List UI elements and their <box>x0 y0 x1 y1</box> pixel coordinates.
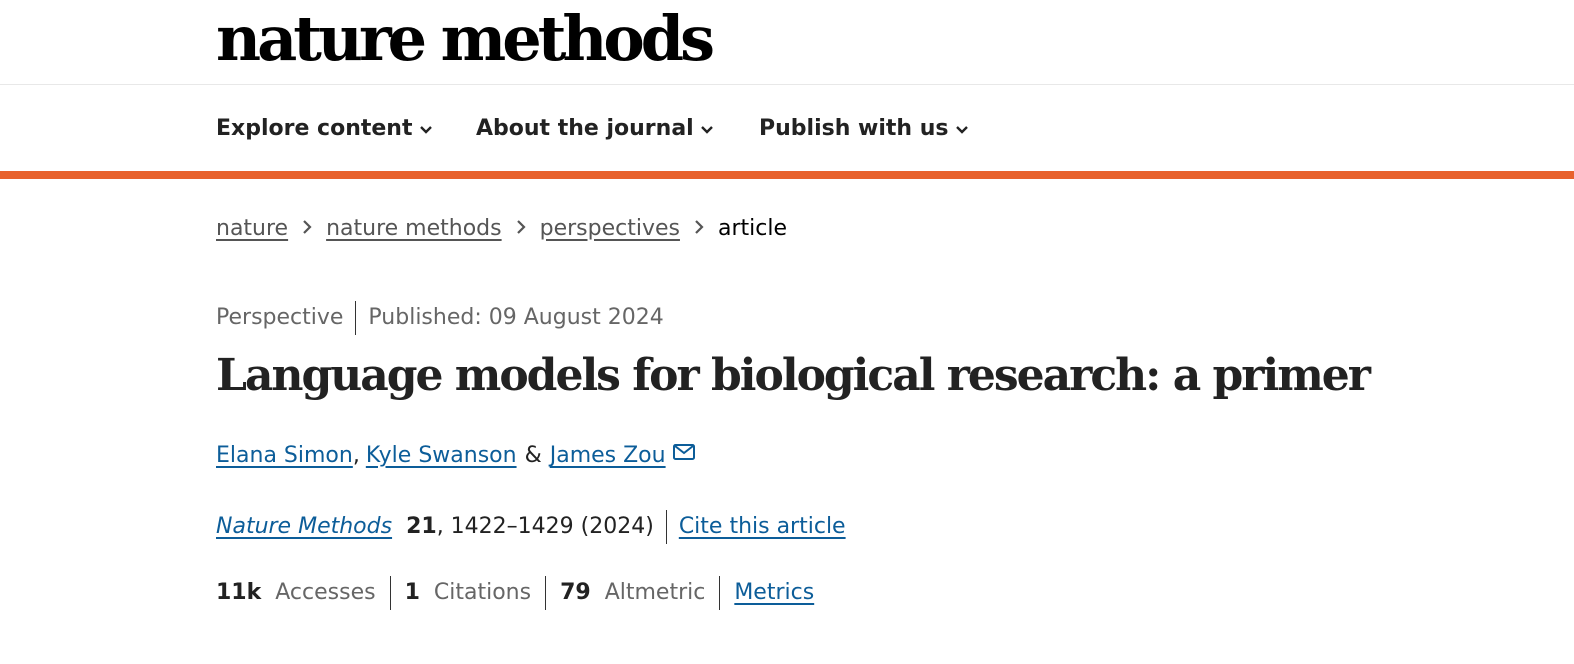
article-meta <box>216 300 664 336</box>
author-separator: & <box>524 443 542 468</box>
accent-bar <box>0 171 1574 179</box>
breadcrumb <box>216 212 787 246</box>
divider <box>719 576 720 610</box>
nav-about-the-journal[interactable] <box>476 113 714 145</box>
journal-link[interactable]: Nature Methods <box>216 514 393 539</box>
chevron-right-icon <box>516 212 526 246</box>
cite-this-article-link[interactable]: Cite this article <box>678 514 846 539</box>
metrics-link[interactable]: Metrics <box>734 580 815 605</box>
nav-item-label: Explore content <box>216 116 413 141</box>
breadcrumb-link-nature-methods[interactable]: nature methods <box>326 216 502 241</box>
mail-icon[interactable] <box>672 437 696 475</box>
chevron-down-icon <box>419 113 433 145</box>
site-logo[interactable]: nature methods <box>216 2 712 75</box>
chevron-down-icon <box>955 113 969 145</box>
divider <box>390 576 391 610</box>
author-link[interactable]: James Zou <box>549 443 666 468</box>
article-title: Language models for biological research: a primer <box>216 350 1369 401</box>
chevron-right-icon <box>302 212 312 246</box>
nav-item-label: Publish with us <box>759 116 949 141</box>
author-link[interactable]: Kyle Swanson <box>365 443 517 468</box>
main-nav <box>0 85 1574 171</box>
divider <box>666 510 667 544</box>
nav-publish-with-us[interactable] <box>759 113 969 145</box>
citation-line <box>216 508 846 546</box>
pages-year: , 1422–1429 (2024) <box>436 514 654 539</box>
nav-item-label: About the journal <box>476 116 694 141</box>
accesses-label: Accesses <box>275 580 376 605</box>
published-date: Published: 09 August 2024 <box>368 305 664 330</box>
author-separator: , <box>352 443 360 468</box>
nav-explore-content[interactable] <box>216 113 433 145</box>
author-list <box>216 437 696 475</box>
masthead <box>0 0 1574 85</box>
altmetric-label: Altmetric <box>604 580 706 605</box>
article-type: Perspective <box>216 305 344 330</box>
divider <box>545 576 546 610</box>
breadcrumb-link-perspectives[interactable]: perspectives <box>539 216 680 241</box>
author-link[interactable]: Elana Simon <box>216 443 353 468</box>
accesses-count: 11k <box>216 580 262 605</box>
citations-label: Citations <box>433 580 532 605</box>
altmetric-score: 79 <box>560 580 591 605</box>
divider <box>355 301 356 335</box>
citations-count: 1 <box>404 580 420 605</box>
breadcrumb-link-nature[interactable]: nature <box>216 216 289 241</box>
volume: 21 <box>406 514 437 539</box>
breadcrumb-current: article <box>717 216 787 241</box>
chevron-down-icon <box>700 113 714 145</box>
chevron-right-icon <box>694 212 704 246</box>
metrics-bar <box>216 574 814 612</box>
